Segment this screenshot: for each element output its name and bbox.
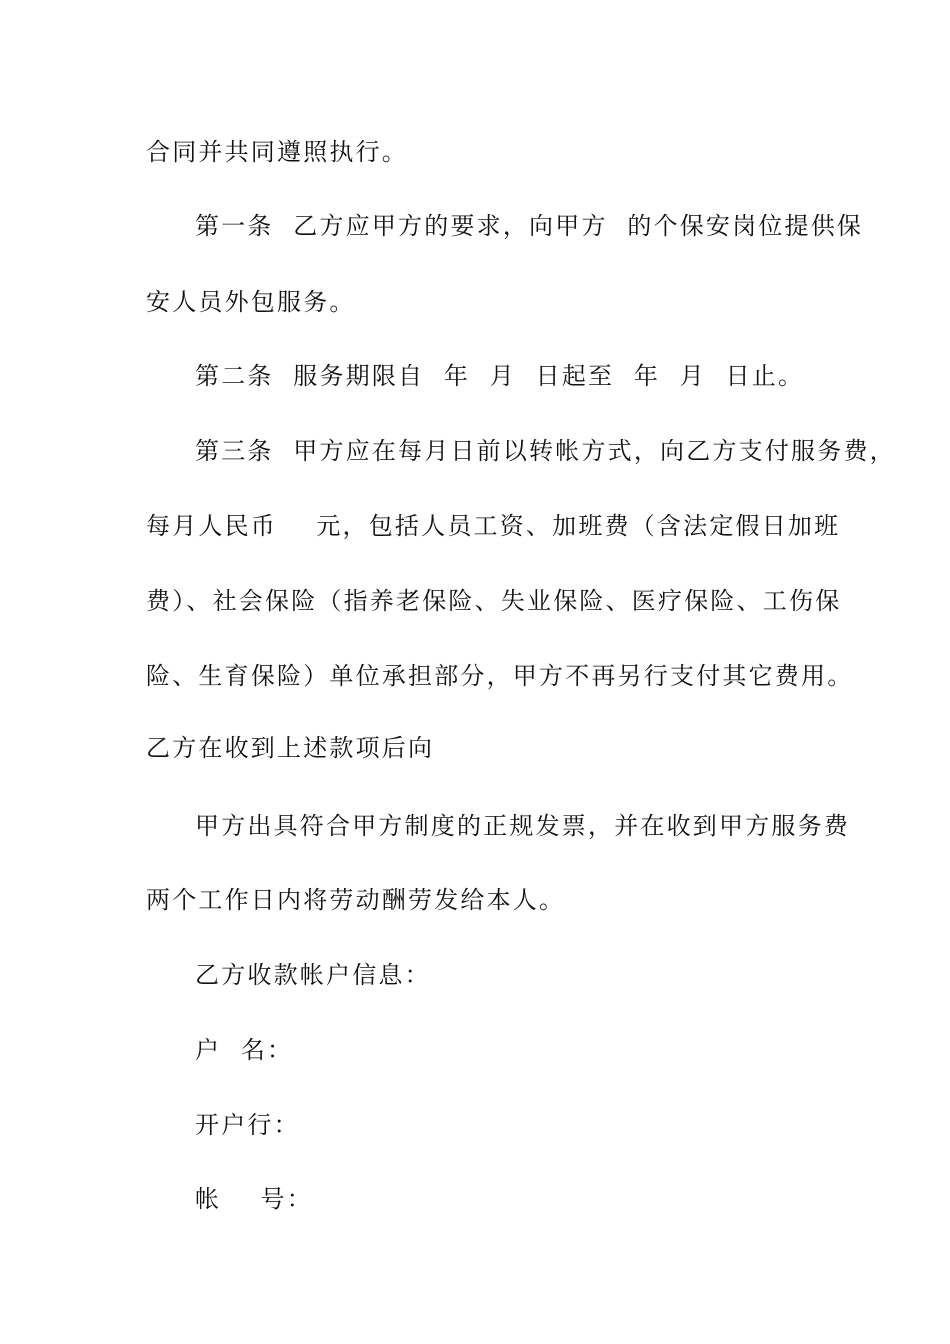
account-number-label: 帐 号： (195, 1185, 313, 1213)
paragraph-line: 费）、社会保险（指养老保险、失业保险、医疗保险、工伤保 (146, 587, 842, 615)
paragraph-line: 合同并共同遵照执行。 (146, 138, 408, 166)
account-info-heading: 乙方收款帐户信息： (195, 961, 431, 989)
paragraph-line: 两个工作日内将劳动酬劳发给本人。 (146, 886, 566, 914)
paragraph-line: 险、生育保险）单位承担部分，甲方不再另行支付其它费用。 (146, 662, 854, 690)
account-name-label: 户 名： (195, 1036, 294, 1064)
paragraph-line: 甲方出具符合甲方制度的正规发票，并在收到甲方服务费 (195, 812, 850, 840)
paragraph-line: 安人员外包服务。 (146, 288, 356, 316)
article-two-line: 第二条 服务期限自 年 月 日起至 年 月 日止。 (195, 362, 805, 390)
article-one-line: 第一条 乙方应甲方的要求，向甲方 的个保安岗位提供保 (195, 212, 864, 240)
article-three-line: 第三条 甲方应在每月日前以转帐方式，向乙方支付服务费， (195, 437, 896, 465)
bank-label: 开户行： (195, 1111, 300, 1139)
paragraph-line: 每月人民币 元，包括人员工资、加班费（含法定假日加班 (146, 512, 841, 540)
paragraph-line: 乙方在收到上述款项后向 (146, 734, 435, 762)
